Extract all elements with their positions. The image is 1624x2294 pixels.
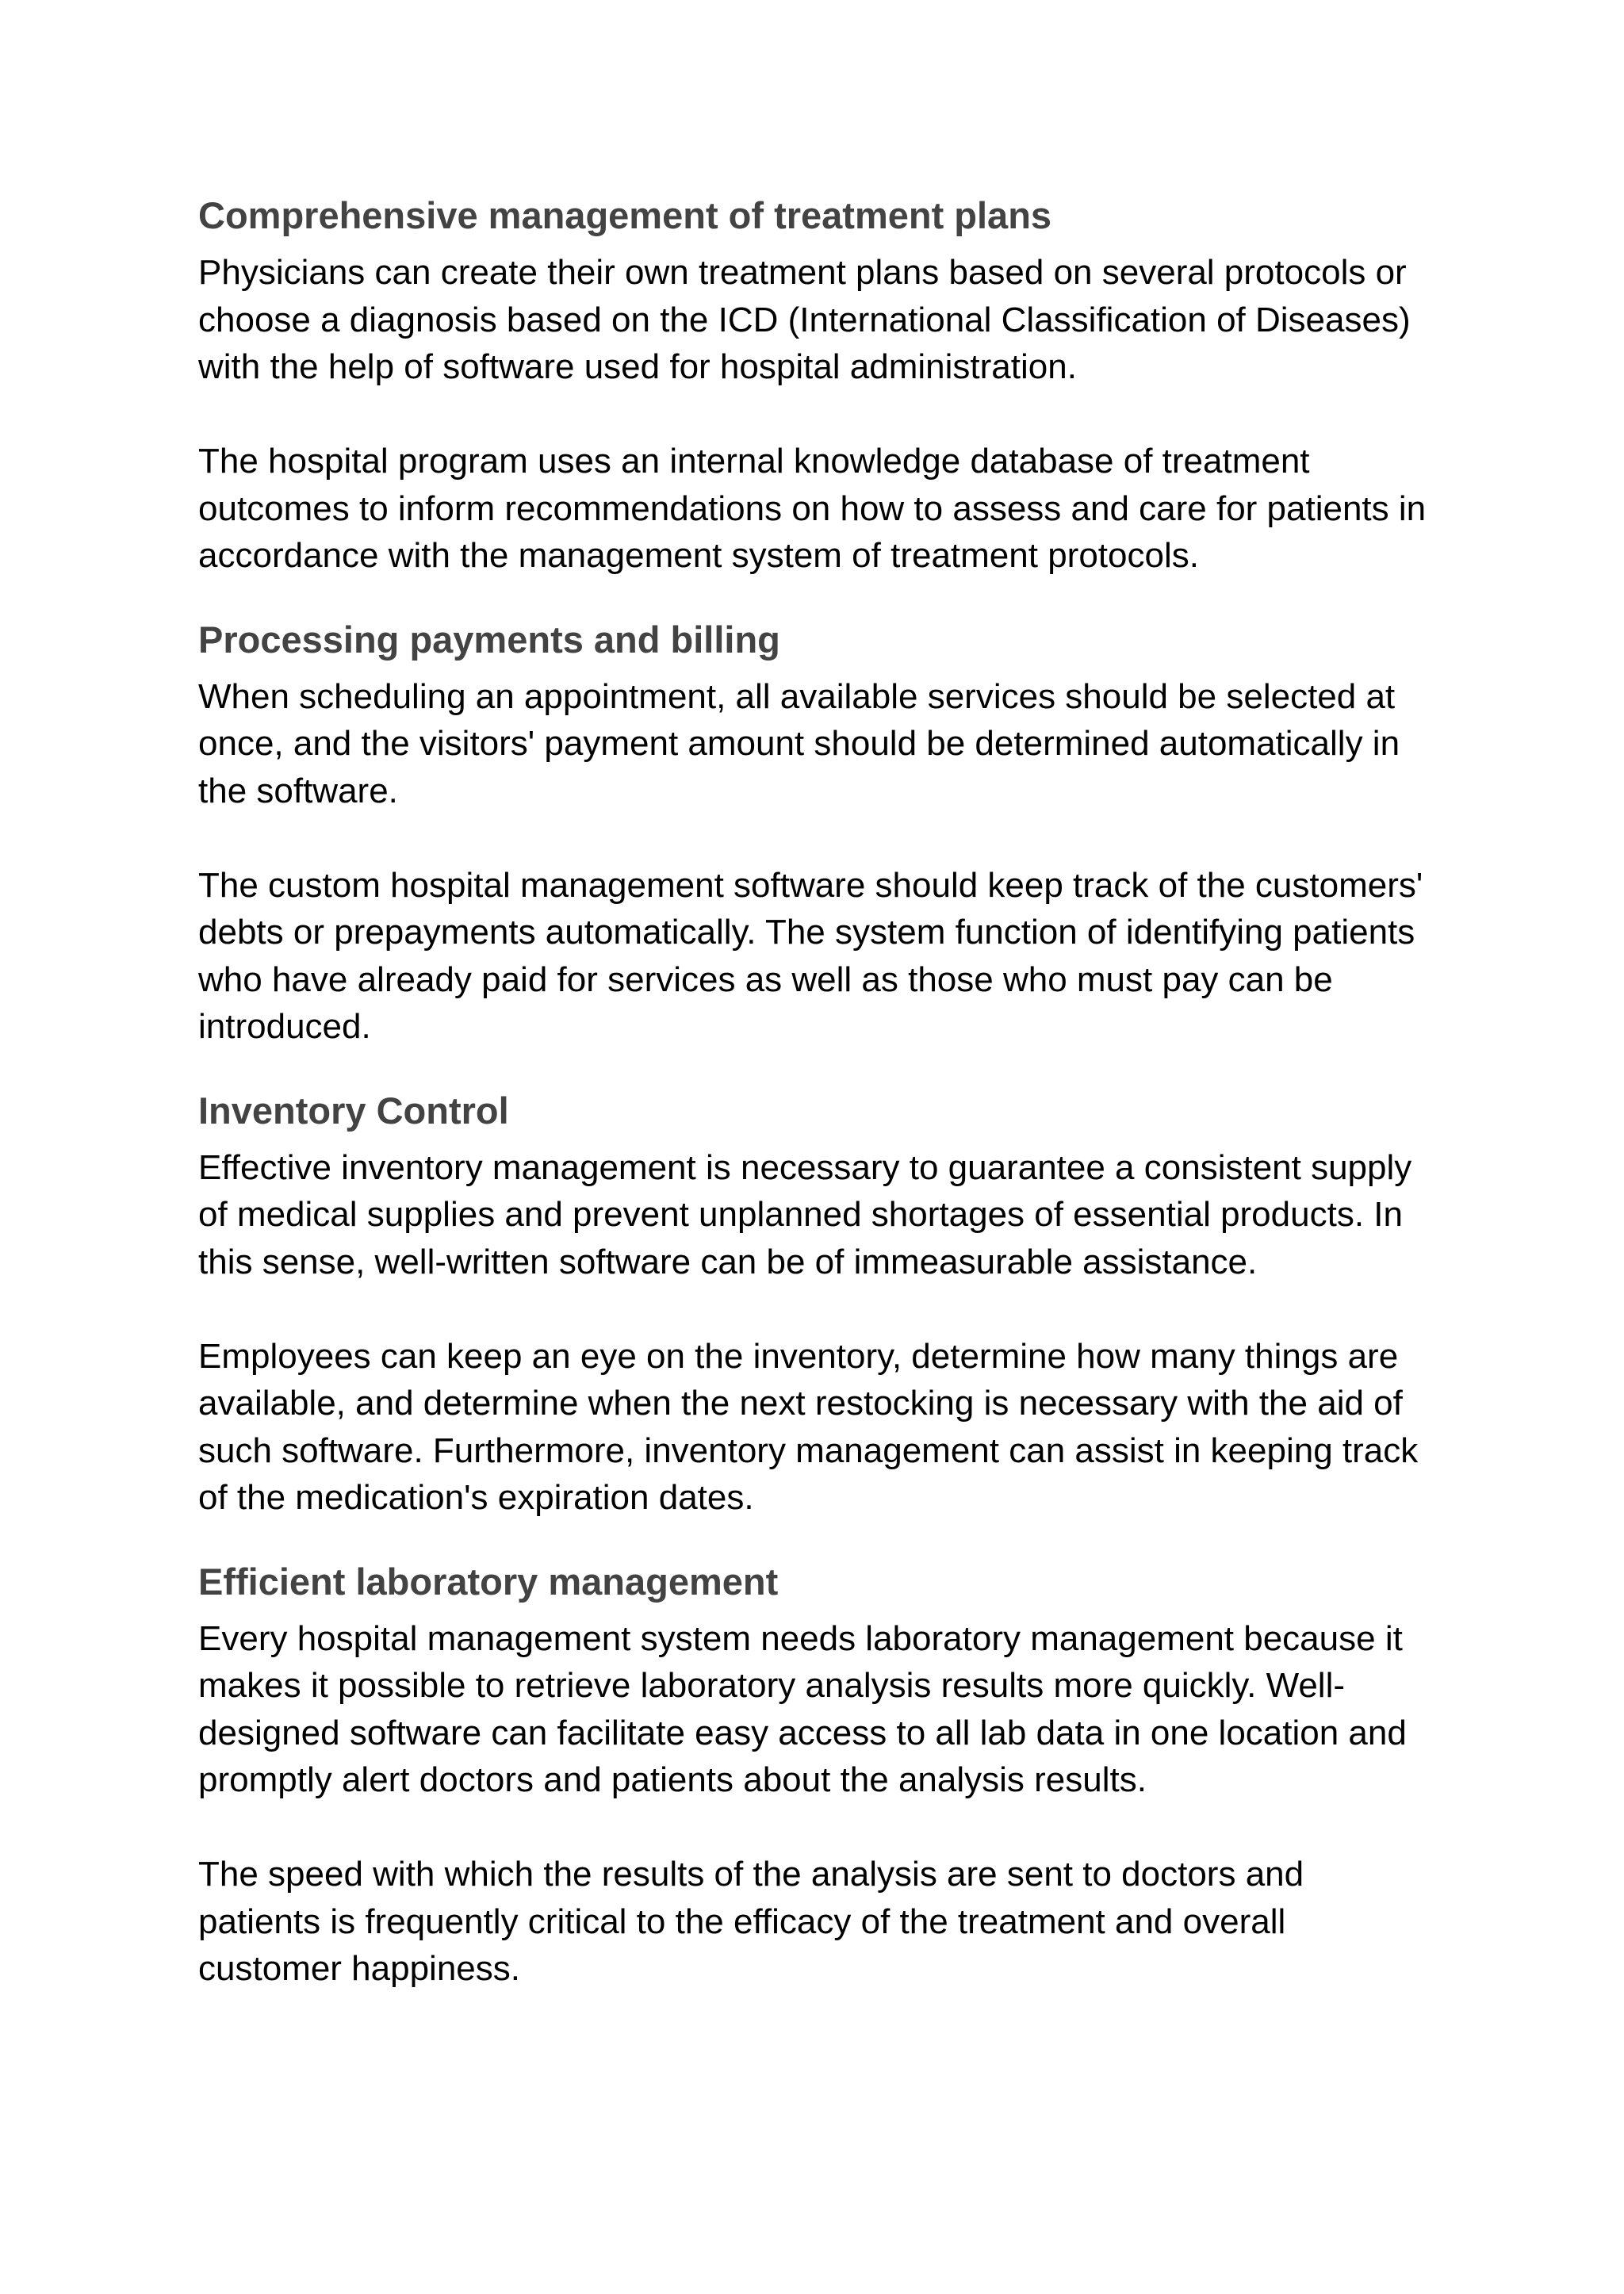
section-heading: Inventory Control [198,1089,509,1132]
section-heading: Comprehensive management of treatment plans [198,194,1052,236]
section-treatment-plans [198,192,1435,580]
section-heading: Efficient laboratory management [198,1560,779,1603]
section-laboratory-management [198,1558,1435,1993]
section-inventory-control [198,1087,1435,1522]
document-page [198,192,1435,1993]
section-paragraph: The speed with which the results of the analysis are sent to doctors and patients is frequently critical to the efficacy of the treatment and overall customer happiness. [198,1855,1304,1988]
section-paragraph: Employees can keep an eye on the inventory, determine how many things are available, and determine when the next restocking is necessary with the aid of such software. Furthermore, inventory management can assist in keeping track of the medication's expiration dates. [198,1336,1419,1517]
section-paragraph: Effective inventory management is necessary to guarantee a consistent supply of medical supplies and prevent unplanned shortages of essential products. In this sense, well-written software can be of immeasurable assistance. [198,1147,1412,1281]
section-paragraph: When scheduling an appointment, all available services should be selected at once, and the visitors' payment amount should be determined automatically in the software. [198,676,1400,810]
section-paragraph: The custom hospital management software should keep track of the customers' debts or prepayments automatically. The system function of identifying patients who have already paid for services as well as those who must pay can be introduced. [198,865,1423,1046]
section-payments-billing [198,616,1435,1051]
section-heading: Processing payments and billing [198,618,780,661]
section-paragraph: Every hospital management system needs laboratory management because it makes it possible to retrieve laboratory analysis results more quickly. Well-designed software can facilitate easy access to all lab data in one location and promptly alert doctors and patients about the analysis results. [198,1618,1407,1799]
section-paragraph: Physicians can create their own treatment plans based on several protocols or choose a diagnosis based on the ICD (International Classification of Diseases) with the help of software used for hospital administration. [198,253,1411,386]
section-paragraph: The hospital program uses an internal knowledge database of treatment outcomes to inform recommendations on how to assess and care for patients in accordance with the management system of treatment protocols. [198,442,1427,575]
